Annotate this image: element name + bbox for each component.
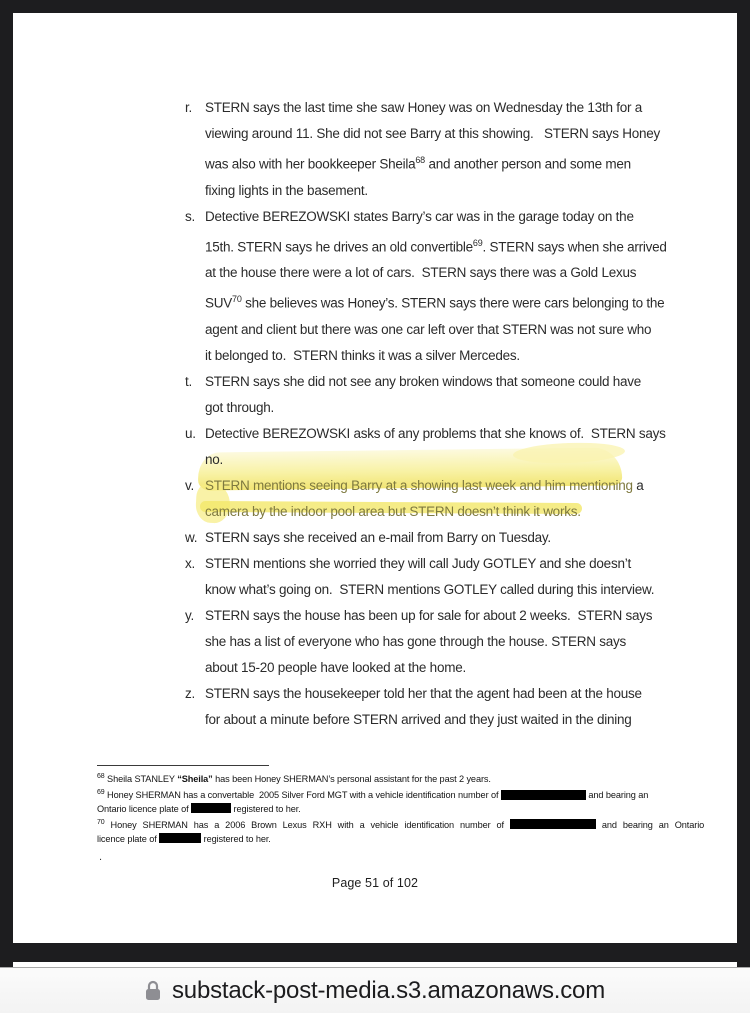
url-text[interactable]: substack-post-media.s3.amazonaws.com <box>172 976 605 1004</box>
list-item <box>185 369 667 421</box>
text-line: it belonged to. STERN thinks it was a silver Mercedes. <box>205 347 520 363</box>
text-line: Detective BEREZOWSKI states Barry’s car was in the garage today on the <box>205 208 634 224</box>
plain-text: a <box>632 477 644 493</box>
item-letter: u. <box>185 425 196 441</box>
item-text <box>205 551 654 603</box>
text-line: agent and client but there was one car left over that STERN was not sure who <box>205 321 652 337</box>
item-text <box>205 369 641 421</box>
item-text <box>205 603 652 681</box>
text-line: STERN says she received an e-mail from Barry on Tuesday. <box>205 529 551 545</box>
lock-icon <box>145 980 161 1001</box>
footnote-line: licence plate of registered to her. <box>97 833 271 844</box>
item-text <box>205 681 642 733</box>
item-letter: z. <box>185 685 196 701</box>
footnote-ref: 68 <box>415 155 425 165</box>
list-item <box>185 95 667 204</box>
footnote-line: Ontario licence plate of registered to her. <box>97 803 301 814</box>
text-line: viewing around 11. She did not see Barry at this showing. STERN says Honey <box>205 126 660 141</box>
text-line: got through. <box>205 399 275 415</box>
redaction-box <box>191 803 231 813</box>
text-line: at the house there were a lot of cars. STERN says there was a Gold Lexus <box>205 265 637 280</box>
item-letter: t. <box>185 373 193 389</box>
footnote-ref: 69 <box>472 237 483 248</box>
item-text <box>205 525 551 551</box>
redaction-box <box>510 819 596 829</box>
item-letter: r. <box>185 100 193 115</box>
bold-text: “Sheila” <box>177 774 213 785</box>
item-letter: y. <box>185 607 194 623</box>
footnote-ref: 70 <box>232 294 242 304</box>
item-letter: v. <box>185 477 194 493</box>
item-letter: w. <box>185 529 198 545</box>
text-line: STERN mentions seeing Barry at a showing last week and him mentioning a <box>205 477 644 493</box>
text-line: about 15-20 people have looked at the home. <box>205 659 466 675</box>
redaction-box <box>501 790 586 800</box>
list-item <box>185 421 667 473</box>
document-page <box>13 13 737 967</box>
text-line: STERN says the house has been up for sale for about 2 weeks. STERN says <box>205 607 653 623</box>
text-line: for about a minute before STERN arrived and they just waited in the dining <box>205 711 632 727</box>
list-item <box>185 473 667 525</box>
footnote-separator <box>97 765 269 766</box>
text-line: STERN mentions she worried they will call Judy GOTLEY and she doesn’t <box>205 555 631 571</box>
redaction-box <box>159 833 201 843</box>
footnote-line: $^{68}$ Sheila STANLEY “Sheila” has been Honey SHERMAN’s personal assistant for the past 2 years. <box>97 773 491 785</box>
text-line: know what’s going on. STERN mentions GOTLEY called during this interview. <box>205 581 655 597</box>
item-text <box>205 421 666 473</box>
item-text <box>205 95 660 204</box>
footnote-ref: 69 <box>97 789 105 797</box>
text-line: STERN says the last time she saw Honey was on Wednesday the 13th for a <box>205 100 642 115</box>
footnote <box>97 816 705 846</box>
footnote-ref: 68 <box>97 773 105 780</box>
text-line: camera by the indoor pool area but STERN doesn’t think it works. <box>205 503 581 519</box>
list-item <box>185 551 667 603</box>
text-line: she has a list of everyone who has gone through the house. STERN says <box>205 633 627 649</box>
text-line: Detective BEREZOWSKI asks of any problems that she knows of. STERN says <box>205 425 666 441</box>
stray-mark: . <box>99 851 103 863</box>
text-line: STERN says she did not see any broken windows that someone could have <box>205 373 642 389</box>
footnote <box>97 770 657 786</box>
text-line: STERN says the housekeeper told her that the agent had been at the house <box>205 685 642 701</box>
item-letter: x. <box>185 555 196 571</box>
statement-list <box>185 95 667 733</box>
item-letter: s. <box>185 208 196 224</box>
text-line: no. <box>205 451 224 467</box>
viewer-background-band <box>0 943 750 962</box>
page-number: Page 51 of 102 <box>331 876 419 890</box>
browser-address-bar[interactable] <box>0 967 750 1013</box>
footnotes-section <box>97 770 705 846</box>
list-item <box>185 204 667 369</box>
text-line: was also with her bookkeeper Sheila$^{68}$ and another person and some men <box>205 155 631 172</box>
footnote <box>97 786 657 816</box>
text-line: 15th. STERN says he drives an old convertible$^{69}$. STERN says when she arrived <box>205 237 667 254</box>
list-item <box>185 603 667 681</box>
text-line: fixing lights in the basement. <box>205 182 368 198</box>
footnote-ref: 70 <box>97 819 105 827</box>
item-text <box>205 204 667 369</box>
text-line: SUV$^{70}$ she believes was Honey’s. STERN says there were cars belonging to the <box>205 294 665 311</box>
footnote-line: $^{70}$ Honey SHERMAN has a 2006 Brown Lexus RXH with a vehicle identification number of and bearing an Ontario <box>97 819 705 831</box>
item-text <box>205 473 643 525</box>
footnote-line: $^{69}$ Honey SHERMAN has a convertable 2005 Silver Ford MGT with a vehicle identification number of and bearing an <box>97 789 649 801</box>
list-item <box>185 681 667 733</box>
list-item <box>185 525 667 551</box>
